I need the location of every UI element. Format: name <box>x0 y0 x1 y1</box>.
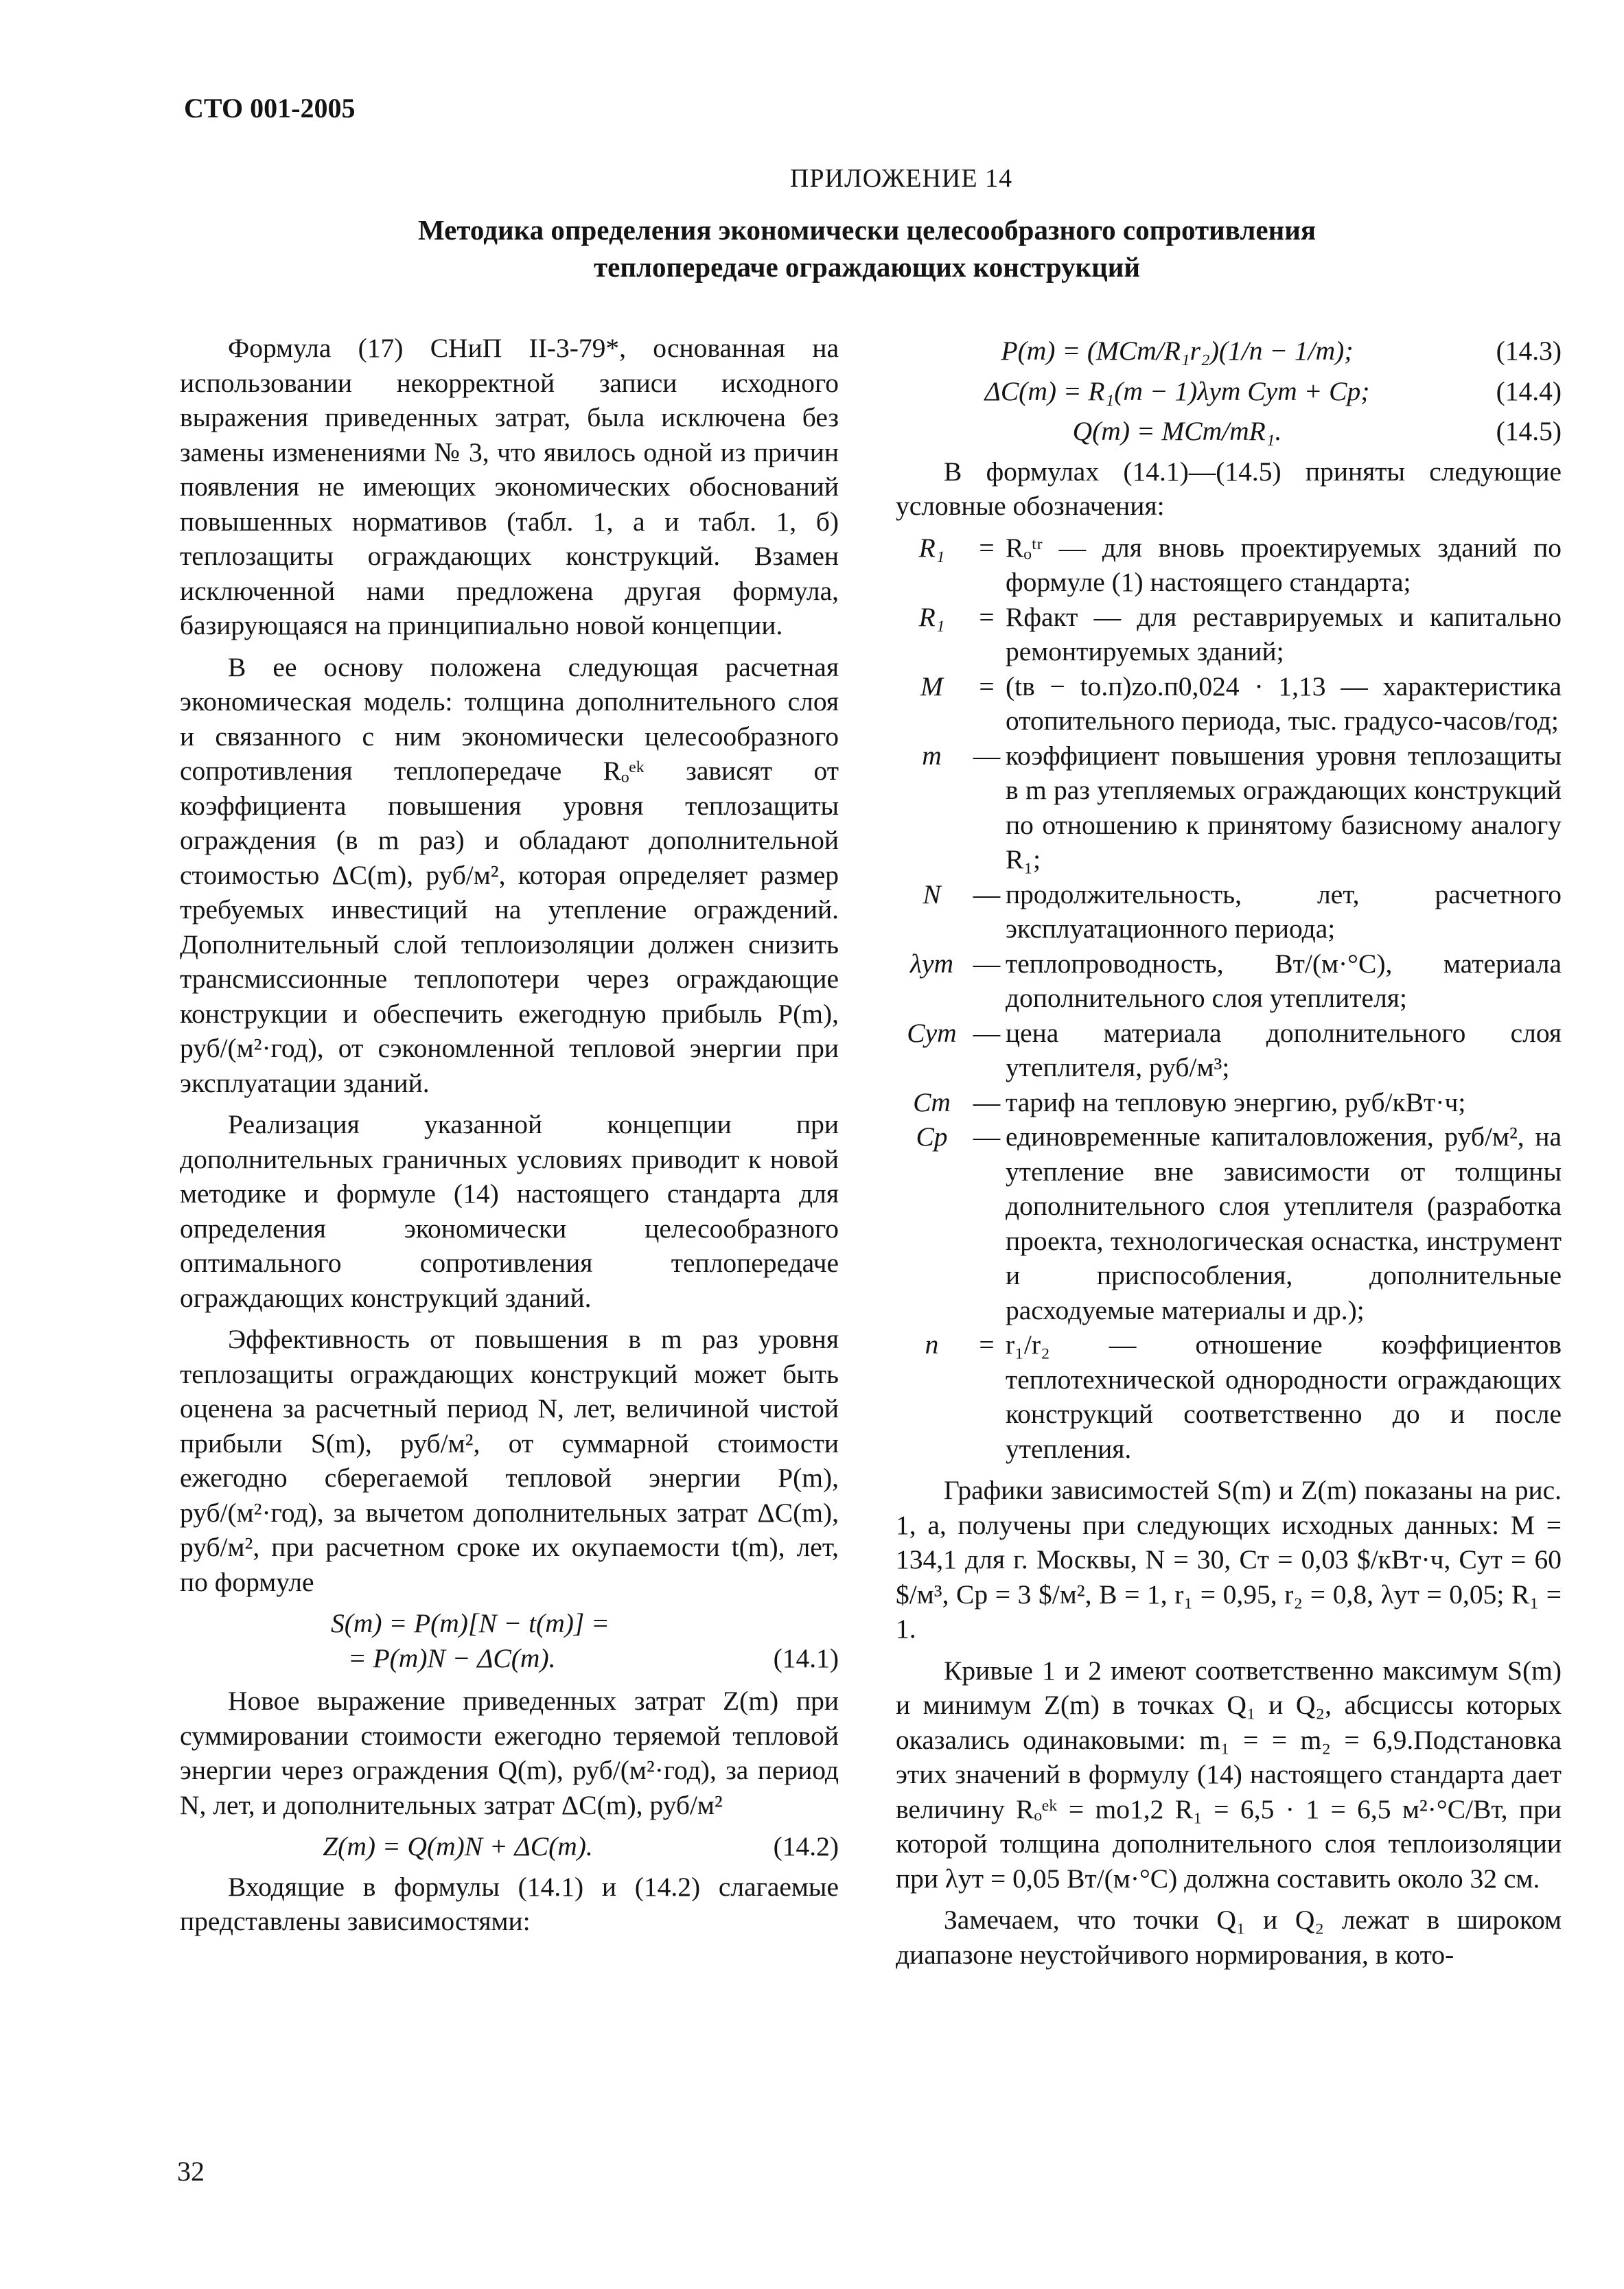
separator: — <box>973 1122 1001 1152</box>
page-number: 32 <box>177 2156 205 2187</box>
definition-item <box>896 739 1562 877</box>
symbol: n <box>925 1329 939 1360</box>
paragraph: В ее основу положена следующая расчетная экономическая модель: толщина дополнительного слоя и связанного с ним экономически целесообразного сопротивления теплопередаче Rₒᵉᵏ зависят от коэффициента повышения уровня теплозащиты ограждения (в m раз) и обладают дополнительной стоимостью ΔC(m), руб/м², которая определяет размер требуемых инвестиций на утепление ограждений. Дополнительный слой теплоизоляции должен снизить трансмиссионные теплопотери через ограждающие конструкции и обеспечить ежегодную прибыль P(m), руб/(м²·год), от сэкономленной тепловой энергии при эксплуатации зданий. <box>180 651 839 1098</box>
paragraph: Кривые 1 и 2 имеют соответственно максимум S(m) и минимум Z(m) в точках Q₁ и Q₂, абсциссы которых оказались одинаковыми: m₁ = = m₂ = 6,9.Подстановка этих значений в формулу (14) настоящего стандарта дает величину Rₒᵉᵏ = mо1,2 R₁ = 6,5 · 1 = 6,5 м²·°С/Вт, при которой толщина дополнительного слоя теплоизоляции при λут = 0,05 Вт/(м·°С) должна составить около 32 см. <box>896 1655 1562 1894</box>
equation-body: = P(m)N − ΔC(m). <box>348 1642 556 1673</box>
paragraph: Графики зависимостей S(m) и Z(m) показаны на рис. 1, а, получены при следующих исходных данных: M = 134,1 для г. Москвы, N = 30, Cт = 0,03 $/кВт·ч, Cут = 60 $/м³, Cр = 3 $/м², B = 1, r₁ = 0,95, r₂ = 0,8, λут = 0,05; R₁ = 1. <box>896 1475 1562 1644</box>
appendix-label: ПРИЛОЖЕНИЕ 14 <box>789 164 1013 193</box>
definition-item <box>896 1016 1562 1085</box>
paragraph: Эффективность от повышения в m раз уровня теплозащиты ограждающих конструкций может быть оценена за расчетный период N, лет, величиной чистой прибыли S(m), руб/м², от суммарной стоимости ежегодно сберегаемой тепловой энергии P(m), руб/(м²·год), за вычетом дополнительных затрат ΔC(m), руб/м², при расчетном сроке их окупаемости t(m), лет, по формуле <box>180 1324 839 1597</box>
separator: = <box>979 601 995 632</box>
separator: — <box>973 740 1001 771</box>
symbol: R₁ <box>918 601 945 632</box>
equation-number: (14.4) <box>1496 375 1562 406</box>
definition-item <box>896 1085 1562 1120</box>
symbol: M <box>920 671 943 701</box>
definition-text: теплопроводность, Вт/(м·°С), материала дополнительного слоя утеплителя; <box>1006 948 1562 1013</box>
equation-number: (14.5) <box>1496 416 1562 446</box>
equation-number: (14.2) <box>773 1831 839 1861</box>
definition-text: цена материала дополнительного слоя утеплителя, руб/м³; <box>1006 1017 1562 1082</box>
paragraph: Формула (17) СНиП II-3-79*, основанная на использовании некорректной записи исходного выражения приведенных затрат, была исключена без замены изменениями № 3, что явилось одной из причин появления не имеющих экономических обоснований повышенных нормативов (табл. 1, а и табл. 1, б) теплозащиты ограждающих конструкций. Взамен исключенной нами предложена другая формула, базирующаяся на принципиально новой концепции. <box>180 333 839 640</box>
equation-body: ΔC(m) = R₁(m − 1)λут Cут + Cр; <box>984 375 1370 406</box>
symbol: Cр <box>916 1122 948 1152</box>
definition-item <box>896 531 1562 600</box>
definition-text: продолжительность, лет, расчетного эксплуатационного периода; <box>1006 879 1562 944</box>
definition-text: единовременные капиталовложения, руб/м², на утепление вне зависимости от толщины дополнительного слоя утеплителя (разработка проекта, технологическая оснастка, инструмент и приспособления, дополнительные расходуемые материалы и др.); <box>1006 1122 1562 1325</box>
paragraph: Замечаем, что точки Q₁ и Q₂ лежат в широком диапазоне неустойчивого нормирования, в кото- <box>896 1905 1562 1970</box>
definitions-list <box>896 531 1562 1467</box>
symbol: N <box>923 879 941 909</box>
definition-item <box>896 877 1562 946</box>
separator: — <box>973 948 1001 979</box>
paragraph: В формулах (14.1)—(14.5) приняты следующие условные обозначения: <box>896 456 1562 521</box>
equation-body: S(m) = P(m)[N − t(m)] = <box>331 1608 610 1638</box>
left-column <box>180 331 839 1946</box>
definition-item <box>896 1327 1562 1466</box>
equation-body: Q(m) = MCт/mR₁. <box>1072 416 1282 446</box>
page-title <box>184 211 1550 286</box>
title-line-1: Методика определения экономически целесообразного сопротивления <box>417 214 1316 246</box>
paragraph: Реализация указанной концепции при дополнительных граничных условиях приводит к новой методике и формуле (14) настоящего стандарта для определения экономически целесообразного оптимального сопротивления теплопередаче ограждающих конструкций зданий. <box>180 1109 839 1313</box>
symbol: λут <box>909 948 954 979</box>
equation-14-3 <box>896 334 1562 369</box>
separator: = <box>979 1329 995 1360</box>
equation-14-2 <box>180 1829 839 1864</box>
definition-text: Rₒᵗʳ — для вновь проектируемых зданий по формуле (1) настоящего стандарта; <box>1006 532 1562 597</box>
equation-body: P(m) = (MCт/R₁r₂)(1/n − 1/m); <box>1001 336 1354 366</box>
title-line-2: теплопередаче ограждающих конструкций <box>594 251 1140 283</box>
separator: — <box>973 1017 1001 1048</box>
equation-14-1 <box>180 1606 839 1675</box>
definition-item <box>896 946 1562 1016</box>
definition-text: r₁/r₂ — отношение коэффициентов теплотехнической однородности ограждающих конструкций соответственно до и после утепления. <box>1006 1329 1562 1464</box>
symbol: Cт <box>913 1087 951 1117</box>
equation-number: (14.1) <box>773 1642 839 1673</box>
separator: — <box>973 1087 1001 1117</box>
separator: = <box>979 671 995 701</box>
separator: — <box>973 879 1001 909</box>
right-column <box>896 331 1562 1979</box>
equation-number: (14.3) <box>1496 336 1562 366</box>
paragraph: Входящие в формулы (14.1) и (14.2) слагаемые представлены зависимостями: <box>180 1871 839 1936</box>
definition-text: Rфакт — для реставрируемых и капитально ремонтируемых зданий; <box>1006 601 1562 666</box>
equation-14-5 <box>896 414 1562 449</box>
definition-text: тариф на тепловую энергию, руб/кВт·ч; <box>1006 1087 1466 1117</box>
symbol: m <box>922 740 942 771</box>
definition-text: коэффициент повышения уровня теплозащиты в m раз утепляемых ограждающих конструкций по отношению к принятому базисному аналогу R₁; <box>1006 740 1562 874</box>
equation-body: Z(m) = Q(m)N + ΔC(m). <box>323 1831 593 1861</box>
definition-item <box>896 1119 1562 1327</box>
symbol: Cут <box>907 1017 957 1048</box>
equation-14-4 <box>896 374 1562 409</box>
separator: = <box>979 532 995 563</box>
definition-item <box>896 600 1562 669</box>
document-code: СТО 001-2005 <box>184 93 356 124</box>
symbol: R₁ <box>918 532 945 563</box>
definition-text: (tв − tо.п)zо.п0,024 · 1,13 — характеристика отопительного периода, тыс. градусо-часов/год; <box>1006 671 1562 736</box>
paragraph: Новое выражение приведенных затрат Z(m) при суммировании стоимости ежегодно теряемой тепловой энергии через ограждения Q(m), руб/(м²·год), за период N, лет, и дополнительных затрат ΔC(m), руб/м² <box>180 1686 839 1820</box>
definition-item <box>896 669 1562 739</box>
